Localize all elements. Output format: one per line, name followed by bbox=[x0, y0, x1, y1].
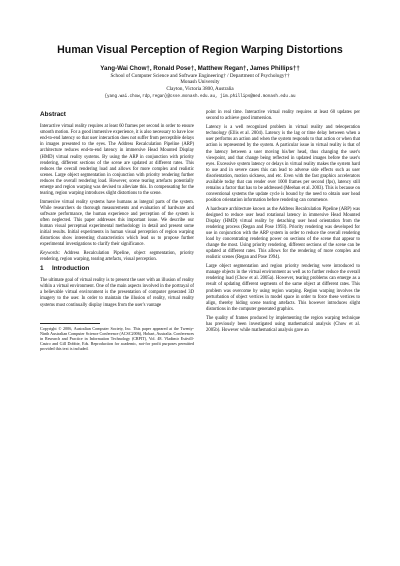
affiliation-line-1: School of Computer Science and Software Engineering† / Department of Psychology†† bbox=[110, 73, 290, 79]
right-paragraph-4: Large object segmentation and region priority rendering were introduced to manage objects in the virtual environment as well as to further reduce the overall rendering load (Chow et al. 2005a). However, tearing problems can emerge as a result of updating different segments of the same object at different rates. This problem was overcome by using region warping. Region warping involves the perturbation of object vertices in model space in order to force these vertices to align, thereby hiding scene tearing artefacts. This however introduces slight distortions in the computer generated graphics. bbox=[206, 264, 360, 312]
intro-heading-text: Introduction bbox=[52, 265, 90, 273]
affiliation-line-3: Clayton, Victoria 3800, Australia bbox=[166, 85, 234, 92]
abstract-paragraph-2: Immersive virtual reality systems have humans as integral parts of the system. While researchers do thorough measurements and evaluation of hardware and software performance, the human experience and perception of the system is often neglected. This paper addresses this important issue. We describe our human visual perceptual experimental methodology in detail and present some initial results. Initial experiments in human visual perception of region warping distortions show interesting characteristics which lead us to propose further experimental investigations to clarify their significance. bbox=[40, 199, 194, 248]
keywords bbox=[40, 251, 194, 263]
author-list: Yang-Wai Chow†, Ronald Pose†, Matthew Regan†, James Phillips†† bbox=[100, 65, 300, 72]
abstract-paragraph-1: Interactive virtual reality requires at least 60 frames per second in order to ensure smooth motion. For a good immersive experience, it is also necessary to have low end-to-end latency so that user interaction does not suffer from perceptible delays in images presented to the eyes. The Address Recalculation Pipeline (ARP) architecture reduces end-to-end latency in immersive Head Mounted Display (HMD) virtual reality systems. By using the ARP in conjunction with priority rendering, different sections of the scene are updated at different rates. This reduces the overall rendering load and allows for more complex and realistic scenes. Large object segmentation in conjunction with priority rendering further reduces the overall rendering load. However, scene tearing artefacts potentially emerge and region warping was devised to alleviate this. In compensating for the tearing, region warping introduces slight distortions to the scene. bbox=[40, 124, 194, 196]
right-column bbox=[206, 110, 360, 351]
left-column bbox=[40, 110, 194, 351]
two-column-body bbox=[40, 110, 360, 351]
author-emails: {yang.wai.chow,rdp,regan}@csse.monash.edu.au, jim.phillips@med.monash.edu.au bbox=[104, 95, 296, 100]
right-paragraph-2: Latency is a well recognized problem in virtual reality and teleoperation technology (Ellis et al. 2004). Latency is the lag or time delay between when a user performs an action and when the system responds to that action or when that action is represented by the system. A particular issue in virtual reality is that of the latency between a user moving his/her head, thus changing the user's viewpoint, and that change being reflected in updated images before the user's eyes. Excessive system latency or delays in virtual reality makes the system hard to use and in severe cases this can lead to adverse side effects such as user disorientation, motion sickness, and etc. Even with the fast graphics accelerators available today that can render over 1000 frames per second (fps), latency still remains a factor that has to be addressed (Meehan et al. 2003). This is because on conventional systems the update cycle is bound by the need to obtain user head position orientation information before rendering can commence. bbox=[206, 125, 360, 203]
intro-paragraph-1: The ultimate goal of virtual reality is to present the user with an illusion of reality within a virtual environment. One of the main aspects involved in the portrayal of a believable virtual environment is the presentation of computer generated 3D imagery to the user. In order to maintain the illusion of reality, virtual reality systems must continually display images from the user's vantage bbox=[40, 278, 194, 308]
right-paragraph-1: point in real time. Interactive virtual reality requires at least 60 updates per second to achieve good immersion. bbox=[206, 110, 360, 122]
copyright-notice: Copyright © 2006, Australian Computer Society, Inc. This paper appeared at the Twenty-Ninth Australian Computer Science Conference (ACSC2006), Hobart, Australia. Conferences in Research and Practice in Information Technology (CRPIT), Vol. 48. Vladimir Estivill-Castro and Gill Dobbie, Eds. Reproduction for academic, not-for profit purposes permitted provided this text is included. bbox=[40, 325, 194, 352]
affiliation-line-2: Monash University bbox=[180, 79, 220, 86]
abstract-heading: Abstract bbox=[40, 111, 66, 119]
keywords-text: Address Recalculation Pipeline, object segmentation, priority rendering, region warping, tearing artefacts, visual perception. bbox=[40, 251, 194, 263]
footnote-divider bbox=[40, 323, 100, 324]
keywords-label: Keywords: bbox=[40, 251, 61, 257]
right-paragraph-5: The quality of frames produced by implementing the region warping technique has previously been investigated using mathematical analysis (Chow et al. 2005b). However while mathematical analysis gave an bbox=[206, 315, 360, 333]
paper-title: Human Visual Perception of Region Warping Distortions bbox=[57, 44, 343, 56]
intro-section-number: 1 bbox=[40, 265, 44, 273]
intro-heading bbox=[40, 266, 194, 272]
right-paragraph-3: A hardware architecture known as the Address Recalculation Pipeline (ARP) was designed to reduce user head rotational latency in immersive Head Mounted Display (HMD) virtual reality by detaching user head orientation from the rendering process (Regan and Pose 1993). Priority rendering was developed for use in conjunction with the ARP system in order to reduce the overall rendering load by concentrating rendering power on sections of the scene that appear to change the most. Using priority rendering, different sections of the scene can be updated at different rates. This allows for the rendering of more complex and realistic scenes (Regan and Pose 1994). bbox=[206, 206, 360, 261]
